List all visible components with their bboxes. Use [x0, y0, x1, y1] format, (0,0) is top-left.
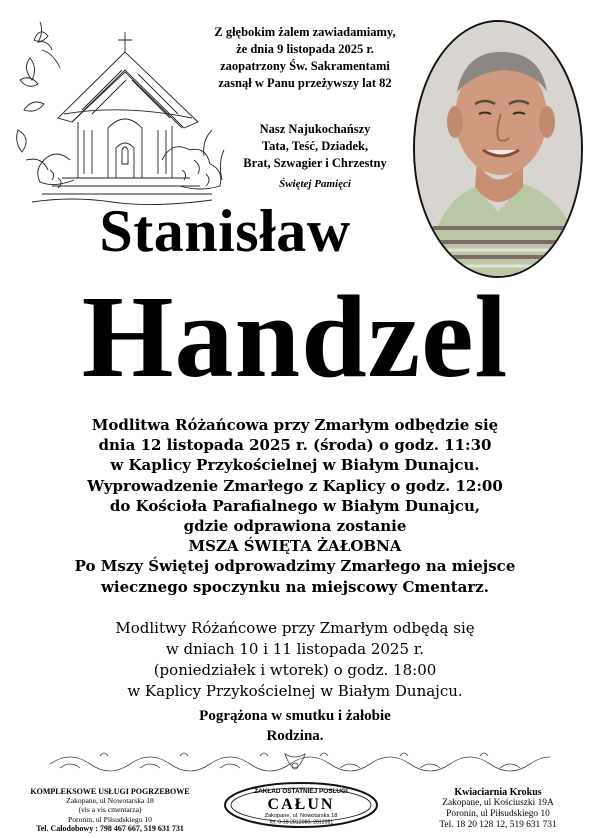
- ornament-divider: [40, 746, 550, 776]
- funeral-home-info: [10, 787, 210, 833]
- family-line: Tata, Teść, Dziadek,: [261, 139, 369, 153]
- rosary-line: Modlitwy Różańcowe przy Zmarłym odbędą się: [115, 619, 475, 637]
- florist-phone: Tel. 18 20 128 12, 519 631 731: [439, 820, 557, 830]
- funeral-home-note: (vis a vis cmentarza): [78, 805, 142, 815]
- intro-line: zasnął w Panu przeżywszy lat 82: [218, 76, 392, 90]
- family-signature: Rodzina.: [266, 728, 324, 744]
- detail-line: dnia 12 listopada 2025 r. (środa) o godz. 11:30: [98, 436, 492, 455]
- family-line: Brat, Szwagier i Chrzestny: [243, 156, 387, 170]
- detail-line: Wyprowadzenie Zmarłego z Kaplicy o godz. 12:00: [87, 476, 503, 495]
- funeral-home-address: Zakopane, ul Nowotarska 18: [66, 796, 154, 806]
- rosary-line: (poniedziałek i wtorek) o godz. 18:00: [153, 661, 437, 679]
- grief-signature: [120, 706, 470, 746]
- intro-text: [195, 24, 415, 92]
- deceased-portrait: [413, 20, 583, 278]
- family-line: Nasz Najukochańszy: [259, 122, 371, 136]
- florist-address: Zakopane, ul Kościuszki 19A: [442, 798, 554, 808]
- florist-name: Kwiaciarnia Krokus: [454, 787, 542, 798]
- grief-line: Pogrążona w smutku i żałobie: [199, 708, 391, 724]
- funeral-home-title: KOMPLEKSOWE USŁUGI POGRZEBOWE: [30, 787, 190, 796]
- calun-logo: [222, 780, 380, 830]
- mass-heading: MSZA ŚWIĘTA ŻAŁOBNA: [188, 537, 402, 556]
- family-relations: [225, 121, 405, 172]
- detail-line: Modlitwa Różańcowa przy Zmarłym odbędzie się: [91, 416, 499, 434]
- funeral-details: [20, 415, 570, 597]
- portrait-photo: [415, 22, 581, 276]
- detail-line: Po Mszy Świętej odprowadzimy Zmarłego na miejsce: [74, 557, 516, 576]
- detail-line: w Kaplicy Przykościelnej w Białym Dunajcu.: [110, 456, 480, 475]
- intro-line: Z głębokim żalem zawiadamiamy,: [214, 25, 396, 39]
- funeral-home-address: Poronin, ul Piłsudskiego 10: [68, 814, 152, 824]
- florist-address: Poronin, ul Piłsudskiego 10: [446, 809, 550, 819]
- rosary-line: w Kaplicy Przykościelnej w Białym Dunajcu.: [127, 682, 463, 700]
- detail-line: gdzie odprawiona zostanie: [183, 517, 407, 536]
- logo-phone: Tel. 0-18 2012080, 2012081: [268, 819, 334, 826]
- funeral-home-phone: Tel. Całodobowy : 798 467 667, 519 631 731: [36, 823, 184, 833]
- rosary-details: [20, 618, 570, 702]
- intro-line: że dnia 9 listopada 2025 r.: [236, 42, 374, 56]
- logo-name: CAŁUN: [267, 796, 335, 813]
- logo-top-text: ZAKŁAD OSTATNIEJ POSŁUGI: [254, 788, 348, 795]
- memory-label: Świętej Pamięci: [279, 178, 351, 190]
- first-name: Stanisław: [99, 198, 351, 264]
- detail-line: wiecznego spoczynku na miejscowy Cmentarz.: [100, 577, 490, 596]
- florist-info: [408, 787, 588, 831]
- detail-line: do Kościoła Parafialnego w Białym Dunajcu,: [109, 496, 481, 515]
- intro-line: zaopatrzony Św. Sakramentami: [220, 59, 390, 73]
- logo-address: Zakopane, ul. Nowotarska 18: [264, 813, 338, 819]
- rosary-line: w dniach 10 i 11 listopada 2025 r.: [165, 640, 425, 658]
- last-name: Handzel: [81, 271, 509, 402]
